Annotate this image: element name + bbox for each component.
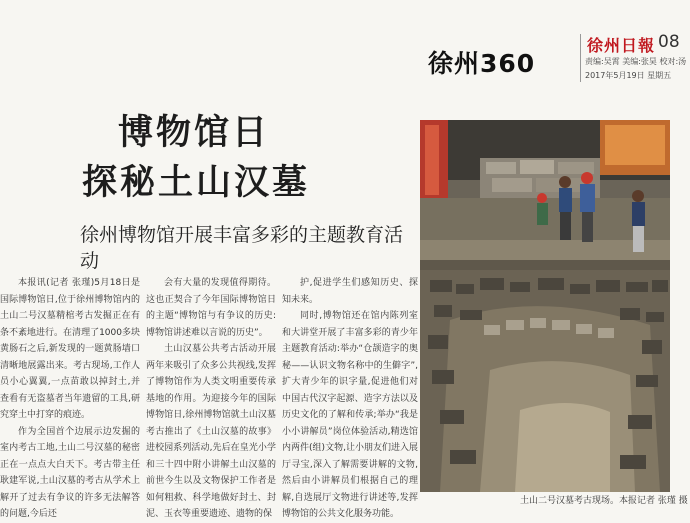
paragraph: 会有大量的发现值得期待。这也正契合了今年国际博物馆日的主题“博物馆与有争议的历史:博物馆讲述难以言说的历史”。 bbox=[146, 278, 276, 338]
masthead-divider bbox=[580, 34, 581, 82]
newspaper-logo: 徐州日報 bbox=[587, 36, 656, 55]
page-number: 08 bbox=[658, 32, 680, 52]
article-body bbox=[0, 275, 420, 519]
masthead bbox=[420, 0, 690, 92]
section-title: 徐州360 bbox=[428, 49, 536, 78]
article-column-3 bbox=[282, 275, 418, 519]
article-column-2 bbox=[146, 275, 276, 519]
headline-subtitle: 徐州博物馆开展丰富多彩的主题教育活动 bbox=[80, 224, 404, 272]
issue-date: 2017年5月19日 星期五 bbox=[585, 71, 672, 80]
excavation-photo bbox=[420, 120, 670, 492]
paragraph: 护,促进学生们感知历史、探知未来。 bbox=[282, 278, 418, 305]
paragraph: 作为全国首个边展示边发掘的室内考古工地,土山二号汉墓的秘密正在一点点大白天下。考古带主任耿建军说,土山汉墓的考古从学术上解开了过去有争议的许多无法解答的问题,今后还 bbox=[0, 426, 140, 519]
paragraph: 本报讯(记者 张瑾)5月18日是国际博物馆日,位于徐州博物馆内的土山二号汉墓精棺考古发掘正在有条不紊地进行。在清理了1000多块黄肠石之后,新发现的一题黄肠墙口清晰地展露出来。考古现场,工作人员小心翼翼,一点苗敢以掉封土,并查看有无盗墓者当年遗留的工具,研究穿土中打穿的痕迹。 bbox=[0, 278, 140, 420]
headline-line-2: 探秘土山汉墓 bbox=[82, 162, 311, 203]
paragraph: 同时,博物馆还在馆内陈列室和大讲堂开展了丰富多彩的青少年主题教育活动:举办“仓颉造字的奥秘——认识文物名称中的生僻字”,扩大青少年的识字量,促进他们对中国古代汉字起源、造字方法以及历史文化的了解和传承;举办“我是小小讲解员”岗位体验活动,精选馆内两件(组)文物,让小朋友们进入展厅寻宝,深入了解需要讲解的文物,然后由小讲解员们根据自己的理解,自选展厅文物进行讲述等,发挥博物馆的公共文化服务功能。 bbox=[282, 311, 418, 519]
article-column-1 bbox=[0, 275, 140, 519]
editor-credits: 责编:吴霄 美编:张昊 校对:汤 bbox=[585, 57, 687, 66]
paragraph: 土山汉墓公共考古活动开展两年来吸引了众多公共视线,发挥了博物馆作为人类文明重要传承基地的作用。为迎接今年的国际博物馆日,徐州博物馆就土山汉墓考古推出了《土山汉墓的故事》进校园系列活动,先后在皇光小学和三十四中附小讲解土山汉墓的前世今生以及文物保护工作者是如何粗救、科学地做好封土、封泥、玉衣等重要遗迹、遗物的保 bbox=[146, 344, 276, 519]
photo-caption: 土山二号汉墓考古现场。本报记者 张瑾 摄 bbox=[520, 496, 688, 506]
excavation-scene-illustration bbox=[420, 120, 670, 492]
headline-line-1: 博物馆日 bbox=[118, 112, 271, 153]
